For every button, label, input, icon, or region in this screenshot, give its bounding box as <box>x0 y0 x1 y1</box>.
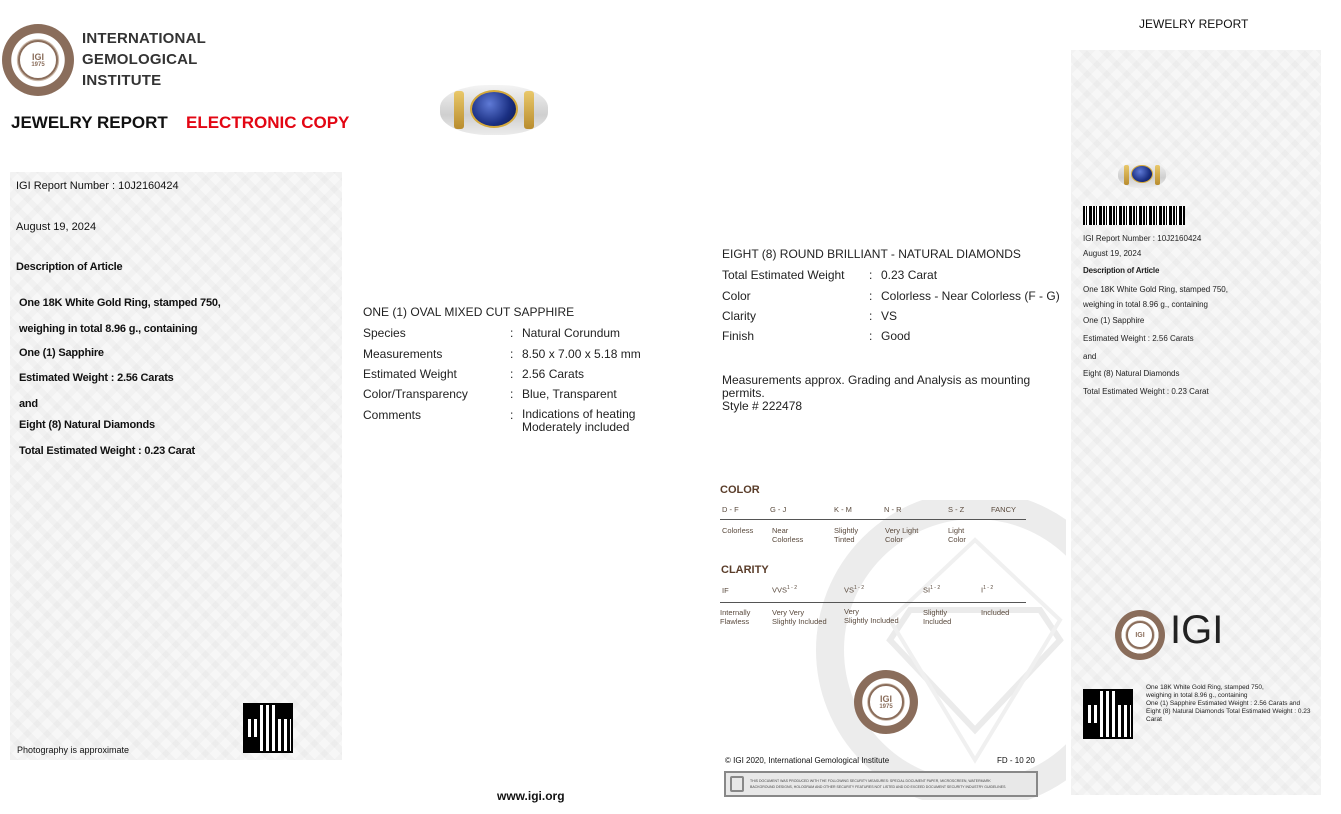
clarity-grade: VVS$^{1 - 2}$ <box>772 585 798 595</box>
row-value: Natural Corundum <box>522 326 621 340</box>
description-line: Estimated Weight : 2.56 Carats <box>19 372 174 384</box>
lock-icon <box>730 776 744 792</box>
right-desc-line: One (1) Sapphire <box>1083 316 1145 325</box>
seal-text: IGI <box>31 52 44 62</box>
diamonds-heading: EIGHT (8) ROUND BRILLIANT - NATURAL DIAMONDS <box>722 247 1021 261</box>
clarity-scale-line <box>720 602 1026 603</box>
description-line: One (1) Sapphire <box>19 347 104 359</box>
diamond-row-clarity: Clarity : VS <box>722 309 898 323</box>
row-value: Colorless - Near Colorless (F - G) <box>881 289 1060 303</box>
row-value: 0.23 Carat <box>881 268 938 282</box>
row-label: Finish <box>722 329 755 343</box>
diamond-row-weight: Total Estimated Weight : 0.23 Carat <box>722 268 938 282</box>
color-grade: S - Z <box>948 505 965 514</box>
color-scale-title: COLOR <box>720 484 760 496</box>
diamond-row-finish: Finish : Good <box>722 329 911 343</box>
row-value: 2.56 Carats <box>522 367 585 381</box>
right-date: August 19, 2024 <box>1083 249 1142 258</box>
color-desc: Light Color <box>948 526 966 544</box>
row-label: Color/Transparency <box>363 387 468 401</box>
note-line-2: permits. <box>722 386 765 400</box>
description-line: Total Estimated Weight : 0.23 Carat <box>19 445 195 457</box>
row-value: Indications of heating <box>522 407 636 421</box>
note-line-1: Measurements approx. Grading and Analysis as mounting <box>722 373 1031 387</box>
clarity-desc: Included <box>981 608 1010 617</box>
igi-seal-logo <box>2 24 74 96</box>
right-desc-line: One 18K White Gold Ring, stamped 750, <box>1083 285 1228 294</box>
clarity-grade: IF <box>722 586 729 595</box>
row-label: Total Estimated Weight <box>722 268 845 282</box>
row-label: Color <box>722 289 751 303</box>
seal-year: 1975 <box>879 703 893 710</box>
clarity-grade: $I^{1 - 2}$ <box>981 585 994 595</box>
measurement-note <box>722 374 1030 413</box>
row-label: Species <box>363 326 406 340</box>
row-label: Clarity <box>722 309 757 323</box>
sapphire-row-measurements: Measurements : 8.50 x 7.00 x 5.18 mm <box>363 347 641 361</box>
right-desc-line: Estimated Weight : 2.56 Carats <box>1083 334 1194 343</box>
description-line: weighing in total 8.96 g., containing <box>19 323 198 335</box>
watermark-seal <box>810 500 1066 800</box>
seal-year: 1975 <box>31 62 45 68</box>
clarity-desc: Very Slightly Included <box>844 607 899 625</box>
photography-note: Photography is approximate <box>17 745 130 755</box>
row-value: Blue, Transparent <box>522 387 617 401</box>
clarity-grade: VS$^{1 - 2}$ <box>844 585 865 595</box>
color-desc: Colorless <box>722 526 754 535</box>
sapphire-row-species: Species : Natural Corundum <box>363 326 621 340</box>
style-number: Style # 222478 <box>722 399 803 413</box>
color-desc: Slightly Tinted <box>834 526 859 544</box>
igi-logo-text: IGI <box>1170 608 1224 652</box>
color-desc: Near Colorless <box>772 526 804 544</box>
color-grade: N - R <box>884 505 902 514</box>
sapphire-row-comments: Comments : Indications of heating Moderately included <box>363 407 636 434</box>
diamond-row-color: Color : Colorless - Near Colorless (F - G) <box>722 289 1060 303</box>
website[interactable]: www.igi.org <box>497 789 565 803</box>
electronic-copy-label: ELECTRONIC COPY <box>186 113 350 132</box>
security-strip <box>724 771 1038 797</box>
qr-code[interactable] <box>243 703 293 753</box>
right-bottom-text: One 18K White Gold Ring, stamped 750, weighing in total 8.96 g., containing One (1) Sapphire Estimated Weight : 2.56 Carats and Eight (8) Natural Diamonds Total Estimated Weight : 0.23 Carat <box>1146 684 1311 723</box>
description-heading: Description of Article <box>16 261 123 273</box>
form-code: FD - 10 20 <box>997 756 1035 765</box>
description-line: and <box>19 398 38 410</box>
igi-logo-seal <box>1115 610 1165 660</box>
description-line: One 18K White Gold Ring, stamped 750, <box>19 297 221 309</box>
sapphire-row-weight: Estimated Weight : 2.56 Carats <box>363 367 585 381</box>
seal-text: IGI <box>1135 631 1145 639</box>
security-text: BACKGROUND DESIGNS, HOLOGRAM AND OTHER SECURITY FEATURES NOT LISTED AND DO EXCEED DOCUMENT SECURITY INDUSTRY GUIDELINES. <box>750 785 1007 789</box>
center-seal <box>854 670 918 734</box>
barcode <box>1083 206 1185 225</box>
row-value-2: Moderately included <box>522 420 630 434</box>
right-report-number: IGI Report Number : 10J2160424 <box>1083 234 1202 243</box>
color-scale-line <box>720 519 1026 520</box>
color-grade: G - J <box>770 505 787 514</box>
row-label: Measurements <box>363 347 443 361</box>
org-line-2: GEMOLOGICAL <box>82 51 198 68</box>
row-value: Good <box>881 329 911 343</box>
org-name <box>82 28 206 91</box>
right-desc-line: Eight (8) Natural Diamonds <box>1083 369 1180 378</box>
seal-text: IGI <box>879 693 892 704</box>
org-line-3: INSTITUTE <box>82 72 162 89</box>
color-desc: Very Light Color <box>885 526 919 544</box>
clarity-desc: Slightly Included <box>923 608 952 626</box>
clarity-scale-title: CLARITY <box>721 564 769 576</box>
color-grade: D - F <box>722 505 739 514</box>
clarity-grade: SI$^{1 - 2}$ <box>923 585 941 595</box>
security-text: THIS DOCUMENT WAS PRODUCED WITH THE FOLLOWING SECURITY MEASURES: SPECIAL DOCUMENT PAPER, MICROSCREEN, WATERMARK <box>750 779 991 783</box>
row-value: VS <box>881 309 898 323</box>
ring-thumbnail <box>1118 162 1166 188</box>
ring-photo <box>440 85 548 135</box>
row-label: Estimated Weight <box>363 367 457 381</box>
org-line-1: INTERNATIONAL <box>82 30 206 47</box>
right-desc-line: and <box>1083 352 1097 361</box>
description-line: Eight (8) Natural Diamonds <box>19 419 155 431</box>
sapphire-row-color: Color/Transparency : Blue, Transparent <box>363 387 617 401</box>
right-description-heading: Description of Article <box>1083 266 1160 275</box>
sapphire-heading: ONE (1) OVAL MIXED CUT SAPPHIRE <box>363 305 575 319</box>
color-grade: FANCY <box>991 505 1017 514</box>
row-label: Comments <box>363 408 422 422</box>
color-grade: K - M <box>834 505 852 514</box>
right-desc-line: weighing in total 8.96 g., containing <box>1083 300 1208 309</box>
report-number: IGI Report Number : 10J2160424 <box>16 180 179 192</box>
clarity-desc: Internally Flawless <box>720 608 751 626</box>
clarity-desc: Very Very Slightly Included <box>772 608 827 626</box>
right-qr-code[interactable] <box>1083 689 1133 739</box>
report-date: August 19, 2024 <box>16 221 97 233</box>
row-value: 8.50 x 7.00 x 5.18 mm <box>522 347 641 361</box>
copyright: © IGI 2020, International Gemological Institute <box>725 756 890 765</box>
right-panel-title: JEWELRY REPORT <box>1139 17 1249 31</box>
right-desc-line: Total Estimated Weight : 0.23 Carat <box>1083 387 1209 396</box>
report-title: JEWELRY REPORT <box>11 113 168 132</box>
